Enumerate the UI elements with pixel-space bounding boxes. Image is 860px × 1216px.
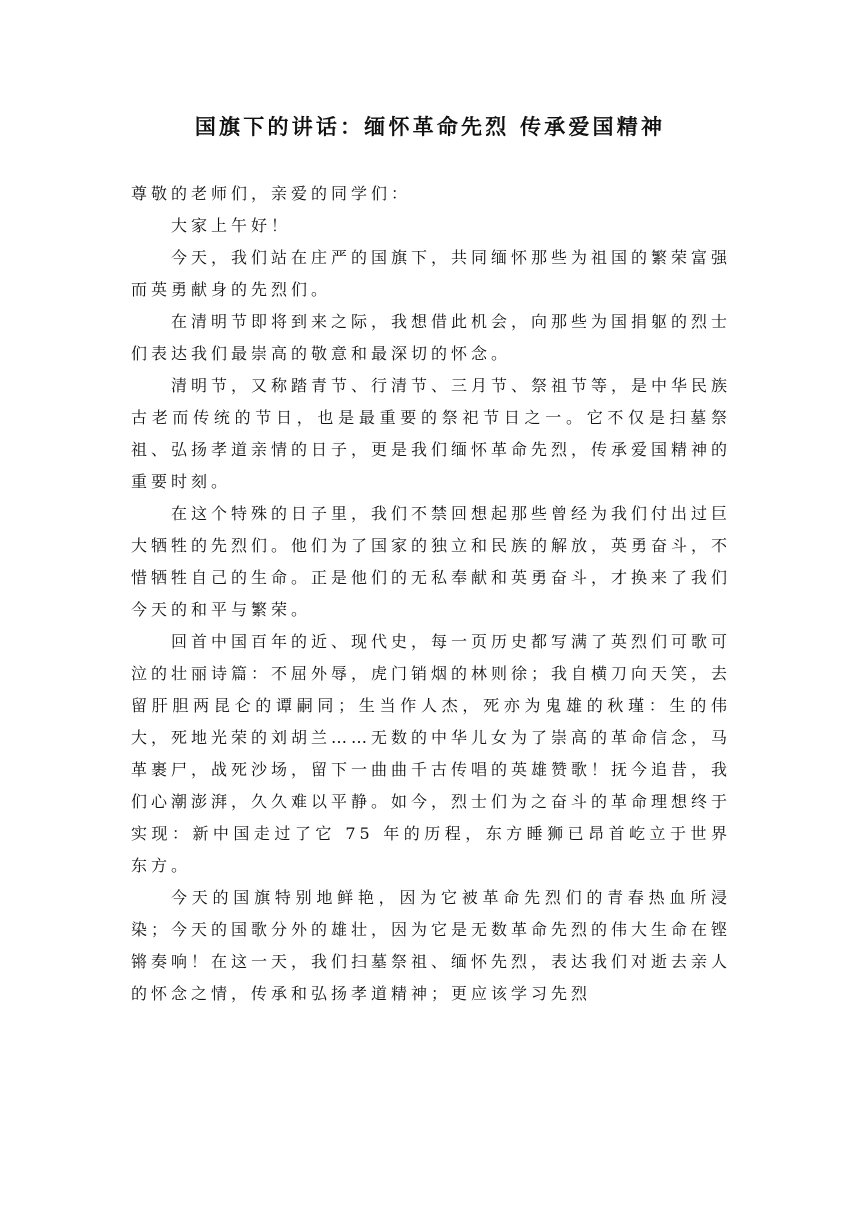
paragraph-1: 今天，我们站在庄严的国旗下，共同缅怀那些为祖国的繁荣富强而英勇献身的先烈们。 (131, 248, 732, 299)
paragraph-4: 在这个特殊的日子里，我们不禁回想起那些曾经为我们付出过巨大牺牲的先烈们。他们为了国家的独立和民族的解放，英勇奋斗，不惜牺牲自己的生命。正是他们的无私奉献和英勇奋斗，才换来了我们今天的和平与繁荣。 (131, 504, 732, 619)
salutation: 尊敬的老师们，亲爱的同学们： (131, 184, 412, 203)
paragraph-5: 回首中国百年的近、现代史，每一页历史都写满了英烈们可歌可泣的壮丽诗篇：不屈外辱，虎门销烟的林则徐；我自横刀向天笑，去留肝胆两昆仑的谭嗣同；生当作人杰，死亦为鬼雄的秋瑾：生的伟大，死地光荣的刘胡兰……无数的中华儿女为了崇高的革命信念，马革裹尸，战死沙场，留下一曲曲千古传唱的英雄赞歌！抚今追昔，我们心潮澎湃，久久难以平静。如今，烈士们为之奋斗的革命理想终于实现：新中国走过了它 75 年的历程，东方睡狮已昂首屹立于世界东方。 (131, 632, 732, 875)
document-body (131, 178, 731, 1010)
paragraph-greeting: 大家上午好！ (171, 216, 292, 235)
paragraph-3: 清明节，又称踏青节、行清节、三月节、祭祖节等，是中华民族古老而传统的节日，也是最重要的祭祀节日之一。它不仅是扫墓祭祖、弘扬孝道亲情的日子，更是我们缅怀革命先烈，传承爱国精神的重要时刻。 (131, 376, 732, 491)
document-title: 国旗下的讲话：缅怀革命先烈 传承爱国精神 (194, 114, 666, 139)
paragraph-2: 在清明节即将到来之际，我想借此机会，向那些为国捐躯的烈士们表达我们最崇高的敬意和最深切的怀念。 (131, 312, 732, 363)
paragraph-6: 今天的国旗特别地鲜艳，因为它被革命先烈们的青春热血所浸染；今天的国歌分外的雄壮，因为它是无数革命先烈的伟大生命在铿锵奏响！在这一天，我们扫墓祭祖、缅怀先烈，表达我们对逝去亲人的怀念之情，传承和弘扬孝道精神；更应该学习先烈 (131, 888, 732, 1003)
